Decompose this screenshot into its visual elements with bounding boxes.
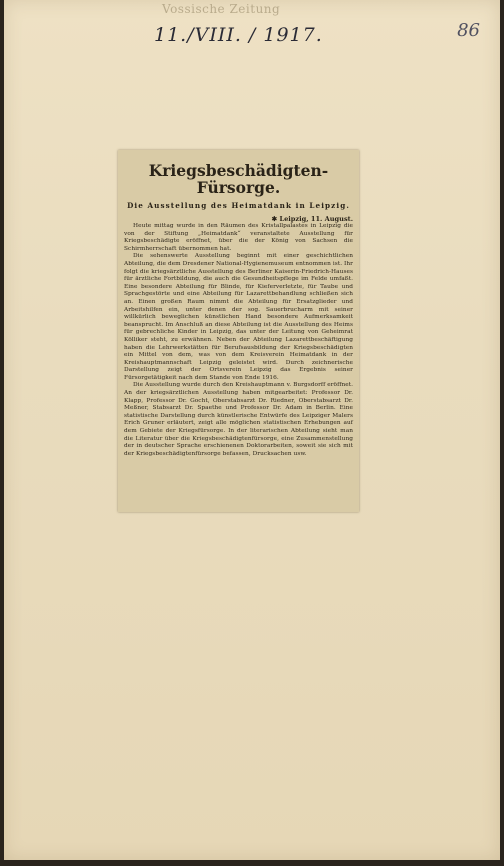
archive-sheet: [4, 0, 500, 860]
article-paragraph: Heute mittag wurde in den Räumen des Kristallpalastes in Leipzig die von der Stiftung „Heimatdank“ veranstaltete Ausstellung für Kriegsbeschädigte eröffnet, über die der König von Sachsen die Schirmherrschaft übernommen hat.: [124, 223, 353, 252]
article-subheadline: Die Ausstellung des Heimatdank in Leipzig.: [127, 201, 350, 210]
page-number: 86: [457, 20, 480, 41]
article-dateline: ✱ Leipzig, 11. August.: [271, 215, 353, 223]
article-paragraph: Die sehenswerte Ausstellung beginnt mit einer geschichtlichen Abteilung, die dem Dresdener National-Hygienemuseum entnommen ist. Ihr folgt die kriegsärztliche Ausstellung des Berliner Kaiserin-Friedrich-Hauses für ärztliche Fortbildung, die auch die Gesundheitspflege im Felde umfaßt. Eine besondere Abteilung für Blinde, für Kieferverletzte, für Taube und Sprachgestörte und eine Abteilung für Lazarettbehandlung schließen sich an. Einen großen Raum nimmt die Abteilung für Ersatzglieder und Arbeitshilfen ein, unter denen der sog. Sauerbrucharm mit seiner willkürlich beweglichen künstlichen Hand besondere Aufmerksamkeit beansprucht. Im Anschluß an diese Abteilung ist die Ausstellung des Heims für gebrechliche Kinder in Leipzig, das unter der Leitung von Geheimrat Kölliker steht, zu erwähnen. Neben der Abteilung Lazarettbeschäftigung haben die Lehrwerkstätten für Berufsausbildung der Kriegsbeschädigten ein Mittel von dem, was von dem Kreisverein Heimatdank in der Kreishauptmannschaft Leipzig geleistet wird. Durch zeichnerische Darstellung zeigt der Ortsverein Leipzig das Ergebnis seiner Fürsorgetätigkeit nach dem Stande von Ende 1916.: [124, 253, 353, 381]
newspaper-clipping: [118, 150, 359, 512]
article-paragraph: Die Ausstellung wurde durch den Kreishauptmann v. Burgsdorff eröffnet. An der kriegsärztlichen Ausstellung haben mitgearbeitet: Professor Dr. Klapp, Professor Dr. Gocht, Oberstabsarzt Dr. Riedner, Oberstabsarzt Dr. Meßner, Stabsarzt Dr. Spaethe und Professor Dr. Adam in Berlin. Eine statistische Darstellung durch künstlerische Entwürfe des Leipziger Malers Erich Gruner erläutert, zeigt alle möglichen statistischen Erhebungen auf dem Gebiete der Kriegsfürsorge. In der literarischen Abteilung sieht man die Literatur über die Kriegsbeschädigtenfürsorge, eine Zusammenstellung der in deutscher Sprache erschienenen Doktorarbeiten, soweit sie sich mit der Kriegsbeschädigtenfürsorge befassen, Drucksachen usw.: [124, 382, 353, 457]
newspaper-stamp: Vossische Zeitung: [162, 2, 281, 16]
handwritten-date: 11./VIII. / 1917.: [154, 24, 323, 46]
article-headline: Kriegsbeschädigten-Fürsorge.: [148, 161, 329, 197]
